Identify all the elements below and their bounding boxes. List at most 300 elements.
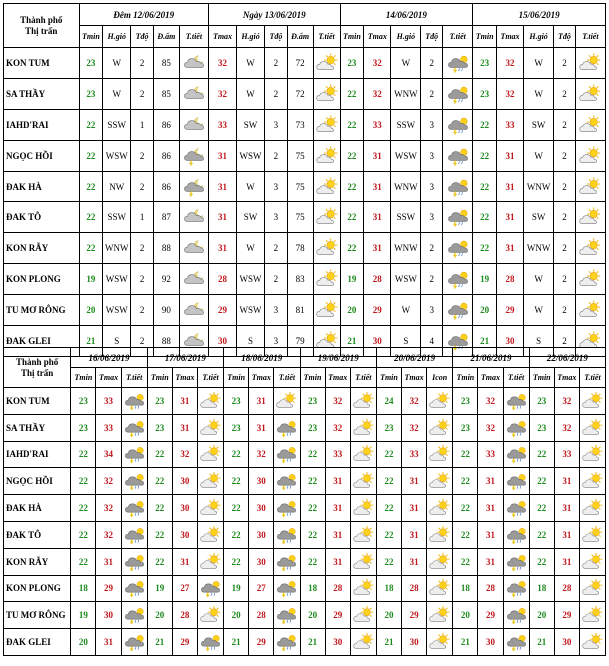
wind-speed: 3 xyxy=(265,109,288,140)
weather-icon-cell xyxy=(274,602,300,629)
storm-cloud-icon xyxy=(447,237,469,259)
weather-icon-cell xyxy=(503,388,529,415)
column-header-tmin: Tmin xyxy=(79,26,103,48)
sun-cloud-icon xyxy=(200,444,221,464)
tmin-value: 22 xyxy=(300,495,325,522)
tmin-value: 22 xyxy=(529,495,554,522)
tmax-value: 32 xyxy=(325,414,350,441)
wind-speed: 3 xyxy=(421,109,443,140)
weather-icon-cell xyxy=(443,109,473,140)
sun-cloud-icon xyxy=(316,237,338,259)
tmax-value: 32 xyxy=(325,388,350,415)
storm-cloud-icon xyxy=(447,176,469,198)
tmax-value: 32 xyxy=(364,48,391,79)
column-header-tmax: Tmax xyxy=(208,26,236,48)
tmin-value: 24 xyxy=(376,388,401,415)
tmax-value: 29 xyxy=(497,295,524,326)
sun-cloud-icon xyxy=(316,206,338,228)
sun-cloud-icon xyxy=(579,145,601,167)
tmax-value: 31 xyxy=(208,140,236,171)
weather-icon-cell xyxy=(274,575,300,602)
tmin-value: 23 xyxy=(147,388,172,415)
storm-cloud-icon xyxy=(124,498,145,518)
tmax-value: 33 xyxy=(96,388,121,415)
wind-speed: 2 xyxy=(131,171,154,202)
weather-icon-cell xyxy=(179,202,208,233)
column-header-tmin: Tmin xyxy=(147,368,172,388)
sun-cloud-icon xyxy=(316,268,338,290)
table-row xyxy=(4,441,606,468)
tmax-value: 28 xyxy=(402,575,427,602)
tmax-value: 30 xyxy=(554,629,579,656)
tmax-value: 32 xyxy=(497,48,524,79)
weather-icon-cell xyxy=(274,495,300,522)
storm-cloud-icon xyxy=(447,299,469,321)
storm-cloud-icon xyxy=(447,114,469,136)
tmax-value: 30 xyxy=(208,326,236,357)
tmax-value: 31 xyxy=(402,521,427,548)
storm-cloud-icon xyxy=(447,145,469,167)
wind-direction: SW xyxy=(237,109,265,140)
storm-cloud-icon xyxy=(124,418,145,438)
tmax-value: 32 xyxy=(96,521,121,548)
tmin-value: 18 xyxy=(453,575,478,602)
wind-speed: 2 xyxy=(421,48,443,79)
tmin-value: 22 xyxy=(376,521,401,548)
tmin-value: 20 xyxy=(376,602,401,629)
column-header-tmin: Tmin xyxy=(300,368,325,388)
tmax-value: 31 xyxy=(554,495,579,522)
weather-icon-cell xyxy=(313,233,340,264)
weather-icon-cell xyxy=(427,388,453,415)
storm-cloud-icon xyxy=(124,605,145,625)
weather-icon-cell xyxy=(503,602,529,629)
tmax-value: 31 xyxy=(402,495,427,522)
sun-cloud-icon xyxy=(353,498,374,518)
wind-direction: SSW xyxy=(391,202,421,233)
storm-cloud-icon xyxy=(124,578,145,598)
storm-cloud-icon xyxy=(276,471,297,491)
column-header-t: Tđộ xyxy=(554,26,576,48)
cloud-moon-icon xyxy=(183,114,205,136)
tmax-value: 31 xyxy=(96,548,121,575)
wind-direction: SW xyxy=(237,202,265,233)
weather-icon-cell xyxy=(274,629,300,656)
wind-speed: 3 xyxy=(265,171,288,202)
sun-cloud-icon xyxy=(200,391,221,411)
wind-direction: WNW xyxy=(523,171,553,202)
column-header-icon: Icon xyxy=(427,368,453,388)
weather-icon-cell xyxy=(350,414,376,441)
tmin-value: 21 xyxy=(376,629,401,656)
column-header-tmax: Tmax xyxy=(402,368,427,388)
sun-cloud-icon xyxy=(582,498,603,518)
weather-icon-cell xyxy=(179,295,208,326)
sun-cloud-icon xyxy=(582,578,603,598)
weather-icon-cell xyxy=(179,140,208,171)
storm-cloud-icon xyxy=(276,552,297,572)
weather-icon-cell xyxy=(579,548,605,575)
sun-cloud-icon xyxy=(582,444,603,464)
wind-speed: 2 xyxy=(554,295,576,326)
day-header-5: 21/06/2019 xyxy=(453,348,529,368)
day-header-0: 16/06/2019 xyxy=(71,348,147,368)
wind-direction: W xyxy=(523,295,553,326)
tmax-value: 31 xyxy=(554,548,579,575)
city-name: TU MƠ RÔNG xyxy=(4,602,71,629)
tmin-value: 22 xyxy=(71,468,96,495)
sun-cloud-icon xyxy=(353,525,374,545)
tmin-value: 22 xyxy=(79,109,103,140)
storm-cloud-icon xyxy=(124,391,145,411)
tmin-value: 22 xyxy=(376,548,401,575)
tmin-value: 22 xyxy=(147,441,172,468)
weather-icon-cell xyxy=(503,441,529,468)
wind-speed: 3 xyxy=(421,140,443,171)
tmin-value: 20 xyxy=(300,602,325,629)
storm-cloud-icon xyxy=(124,552,145,572)
tmin-value: 23 xyxy=(529,414,554,441)
forecast-table-2 xyxy=(3,347,606,656)
column-header-hgi: H.gió xyxy=(523,26,553,48)
tmin-value: 18 xyxy=(529,575,554,602)
city-name: NGỌC HỒI xyxy=(4,140,80,171)
humidity: 72 xyxy=(287,78,313,109)
wind-speed: 2 xyxy=(554,202,576,233)
table-row xyxy=(4,468,606,495)
weather-icon-cell xyxy=(575,48,605,79)
wind-direction: W xyxy=(391,48,421,79)
wind-direction: W xyxy=(523,140,553,171)
storm-cloud-icon xyxy=(506,605,527,625)
tmax-value: 31 xyxy=(497,233,524,264)
column-header-tmin: Tmin xyxy=(340,26,364,48)
table-row xyxy=(4,629,606,656)
column-header-ttit: T.tiết xyxy=(503,368,529,388)
weather-icon-cell xyxy=(579,441,605,468)
city-name: ĐAK TÔ xyxy=(4,202,80,233)
wind-direction: WSW xyxy=(391,264,421,295)
tmin-value: 23 xyxy=(473,48,497,79)
sun-cloud-icon xyxy=(579,206,601,228)
humidity: 73 xyxy=(287,109,313,140)
wind-speed: 2 xyxy=(131,140,154,171)
sun-cloud-icon xyxy=(353,444,374,464)
weather-icon-cell xyxy=(575,109,605,140)
wind-speed: 3 xyxy=(265,295,288,326)
sun-cloud-icon xyxy=(200,418,221,438)
wind-direction: S xyxy=(103,326,131,357)
humidity: 88 xyxy=(153,233,179,264)
tmin-value: 22 xyxy=(453,521,478,548)
tmax-value: 29 xyxy=(172,629,197,656)
tmin-value: 22 xyxy=(453,441,478,468)
city-header-line: Thị trấn xyxy=(21,367,54,378)
city-name: ĐAK TÔ xyxy=(4,521,71,548)
weather-icon-cell xyxy=(313,78,340,109)
tmax-value: 32 xyxy=(249,441,274,468)
tmin-value: 22 xyxy=(79,202,103,233)
storm-moon-icon xyxy=(183,176,205,198)
weather-icon-cell xyxy=(427,602,453,629)
weather-icon-cell xyxy=(274,388,300,415)
humidity: 88 xyxy=(153,326,179,357)
tmin-value: 23 xyxy=(79,78,103,109)
weather-icon-cell xyxy=(443,171,473,202)
humidity: 85 xyxy=(153,48,179,79)
weather-icon-cell xyxy=(121,468,147,495)
city-header xyxy=(4,4,80,48)
day-header-1: 17/06/2019 xyxy=(147,348,223,368)
tmin-value: 21 xyxy=(453,629,478,656)
wind-speed: 2 xyxy=(131,78,154,109)
tmax-value: 32 xyxy=(96,495,121,522)
tmin-value: 22 xyxy=(300,548,325,575)
city-name: KON PLONG xyxy=(4,264,80,295)
tmin-value: 21 xyxy=(529,629,554,656)
weather-icon-cell xyxy=(274,441,300,468)
weather-icon-cell xyxy=(503,575,529,602)
day-header-3: 19/06/2019 xyxy=(300,348,376,368)
wind-speed: 1 xyxy=(131,109,154,140)
weather-icon-cell xyxy=(121,548,147,575)
column-header-ttit: T.tiết xyxy=(313,26,340,48)
city-name: ĐAK GLEI xyxy=(4,326,80,357)
sun-cloud-icon xyxy=(582,418,603,438)
wind-speed: 2 xyxy=(554,233,576,264)
tmax-value: 31 xyxy=(325,521,350,548)
tmin-value: 22 xyxy=(340,78,364,109)
column-header-tmax: Tmax xyxy=(96,368,121,388)
city-name: ĐAK HÀ xyxy=(4,495,71,522)
weather-icon-cell xyxy=(503,414,529,441)
weather-icon-cell xyxy=(503,629,529,656)
wind-speed: 1 xyxy=(131,202,154,233)
weather-icon-cell xyxy=(443,140,473,171)
weather-icon-cell xyxy=(579,468,605,495)
weather-icon-cell xyxy=(121,414,147,441)
storm-cloud-icon xyxy=(124,525,145,545)
sun-cloud-icon xyxy=(316,176,338,198)
tmax-value: 33 xyxy=(554,441,579,468)
tmax-value: 31 xyxy=(208,202,236,233)
city-name: KON TUM xyxy=(4,388,71,415)
weather-icon-cell xyxy=(121,602,147,629)
wind-direction: W xyxy=(103,78,131,109)
weather-icon-cell xyxy=(179,171,208,202)
column-header-tmin: Tmin xyxy=(224,368,249,388)
sun-cloud-icon xyxy=(429,498,450,518)
humidity: 90 xyxy=(153,295,179,326)
column-header-tmax: Tmax xyxy=(364,26,391,48)
tmax-value: 31 xyxy=(402,468,427,495)
weather-icon-cell xyxy=(313,202,340,233)
tmin-value: 23 xyxy=(473,78,497,109)
column-header-ttit: T.tiết xyxy=(575,26,605,48)
tmin-value: 20 xyxy=(224,602,249,629)
tmax-value: 32 xyxy=(172,441,197,468)
weather-icon-cell xyxy=(197,441,223,468)
weather-icon-cell xyxy=(503,468,529,495)
tmin-value: 22 xyxy=(340,233,364,264)
wind-direction: WSW xyxy=(103,264,131,295)
column-header-t: Tđộ xyxy=(131,26,154,48)
wind-speed: 2 xyxy=(265,233,288,264)
weather-icon-cell xyxy=(197,575,223,602)
wind-speed: 2 xyxy=(131,295,154,326)
table-row xyxy=(4,171,606,202)
weather-icon-cell xyxy=(179,233,208,264)
weather-icon-cell xyxy=(121,575,147,602)
tmax-value: 32 xyxy=(478,414,503,441)
column-header-tmin: Tmin xyxy=(376,368,401,388)
wind-direction: WSW xyxy=(391,140,421,171)
tmin-value: 22 xyxy=(473,140,497,171)
weather-icon-cell xyxy=(427,441,453,468)
tmin-value: 22 xyxy=(473,233,497,264)
weather-icon-cell xyxy=(350,629,376,656)
humidity: 79 xyxy=(287,326,313,357)
table-row xyxy=(4,414,606,441)
tmin-value: 22 xyxy=(71,495,96,522)
tmax-value: 31 xyxy=(208,171,236,202)
tmax-value: 32 xyxy=(402,414,427,441)
wind-direction: W xyxy=(237,171,265,202)
sun-cloud-icon xyxy=(353,418,374,438)
tmin-value: 20 xyxy=(473,295,497,326)
weather-icon-cell xyxy=(443,78,473,109)
weather-icon-cell xyxy=(121,629,147,656)
cloud-moon-icon xyxy=(183,83,205,105)
wind-speed: 2 xyxy=(421,233,443,264)
humidity: 75 xyxy=(287,171,313,202)
wind-direction: WSW xyxy=(237,140,265,171)
tmax-value: 31 xyxy=(554,468,579,495)
wind-speed: 2 xyxy=(554,326,576,357)
cloud-moon-icon xyxy=(183,206,205,228)
weather-icon-cell xyxy=(427,629,453,656)
weather-icon-cell xyxy=(575,78,605,109)
weather-icon-cell xyxy=(350,575,376,602)
column-header-ttit: T.tiết xyxy=(579,368,605,388)
tmax-value: 33 xyxy=(208,109,236,140)
weather-icon-cell xyxy=(313,171,340,202)
wind-direction: W xyxy=(523,48,553,79)
tmax-value: 31 xyxy=(249,388,274,415)
tmax-value: 29 xyxy=(554,602,579,629)
tmin-value: 22 xyxy=(224,521,249,548)
tmin-value: 22 xyxy=(376,495,401,522)
wind-direction: WNW xyxy=(391,78,421,109)
tmin-value: 23 xyxy=(300,414,325,441)
weather-icon-cell xyxy=(313,48,340,79)
table-row xyxy=(4,548,606,575)
tmax-value: 31 xyxy=(208,233,236,264)
tmin-value: 21 xyxy=(340,326,364,357)
city-name: SA THẦY xyxy=(4,78,80,109)
wind-speed: 3 xyxy=(265,202,288,233)
weather-icon-cell xyxy=(579,388,605,415)
weather-icon-cell xyxy=(179,109,208,140)
tmin-value: 18 xyxy=(376,575,401,602)
wind-direction: SSW xyxy=(391,109,421,140)
storm-cloud-icon xyxy=(276,444,297,464)
tmax-value: 31 xyxy=(249,414,274,441)
tmax-value: 33 xyxy=(325,441,350,468)
tmax-value: 31 xyxy=(172,548,197,575)
sun-cloud-icon xyxy=(579,176,601,198)
column-header-m: Đ.ẩm xyxy=(153,26,179,48)
weather-icon-cell xyxy=(313,264,340,295)
storm-cloud-icon xyxy=(506,578,527,598)
city-name: TU MƠ RÔNG xyxy=(4,295,80,326)
column-header-tmax: Tmax xyxy=(554,368,579,388)
weather-icon-cell xyxy=(350,468,376,495)
wind-speed: 2 xyxy=(131,264,154,295)
wind-speed: 2 xyxy=(265,78,288,109)
sun-cloud-icon xyxy=(353,632,374,652)
sun-cloud-icon xyxy=(582,552,603,572)
tmin-value: 19 xyxy=(147,575,172,602)
sun-cloud-icon xyxy=(429,471,450,491)
weather-icon-cell xyxy=(179,78,208,109)
sun-cloud-icon xyxy=(429,578,450,598)
wind-direction: WNW xyxy=(391,171,421,202)
cloud-moon-icon xyxy=(183,268,205,290)
tmax-value: 30 xyxy=(249,548,274,575)
tmin-value: 22 xyxy=(79,140,103,171)
tmin-value: 22 xyxy=(147,468,172,495)
tmin-value: 22 xyxy=(453,468,478,495)
city-name: IAHD'RAI xyxy=(4,441,71,468)
weather-icon-cell xyxy=(350,602,376,629)
humidity: 92 xyxy=(153,264,179,295)
storm-moon-icon xyxy=(183,145,205,167)
storm-cloud-icon xyxy=(276,578,297,598)
storm-cloud-icon xyxy=(200,578,221,598)
tmin-value: 21 xyxy=(473,326,497,357)
weather-icon-cell xyxy=(197,629,223,656)
wind-direction: WSW xyxy=(103,140,131,171)
day-header-1: Ngày 13/06/2019 xyxy=(208,4,340,26)
sun-cloud-icon xyxy=(579,83,601,105)
tmin-value: 22 xyxy=(147,521,172,548)
forecast-table-1 xyxy=(3,3,606,357)
tmax-value: 30 xyxy=(249,468,274,495)
tmin-value: 21 xyxy=(79,326,103,357)
tmax-value: 28 xyxy=(554,575,579,602)
tmax-value: 33 xyxy=(364,109,391,140)
weather-icon-cell xyxy=(427,548,453,575)
sun-cloud-icon xyxy=(200,525,221,545)
wind-speed: 4 xyxy=(421,326,443,357)
sun-cloud-icon xyxy=(316,114,338,136)
weather-icon-cell xyxy=(579,521,605,548)
weather-icon-cell xyxy=(427,414,453,441)
tmax-value: 29 xyxy=(208,295,236,326)
tmin-value: 23 xyxy=(340,48,364,79)
column-header-tmin: Tmin xyxy=(453,368,478,388)
tmin-value: 19 xyxy=(79,264,103,295)
weather-icon-cell xyxy=(503,548,529,575)
tmin-value: 23 xyxy=(71,414,96,441)
tmax-value: 32 xyxy=(402,388,427,415)
tmax-value: 31 xyxy=(172,388,197,415)
wind-direction: S xyxy=(391,326,421,357)
weather-icon-cell xyxy=(503,521,529,548)
tmin-value: 23 xyxy=(529,388,554,415)
sun-cloud-icon xyxy=(353,471,374,491)
